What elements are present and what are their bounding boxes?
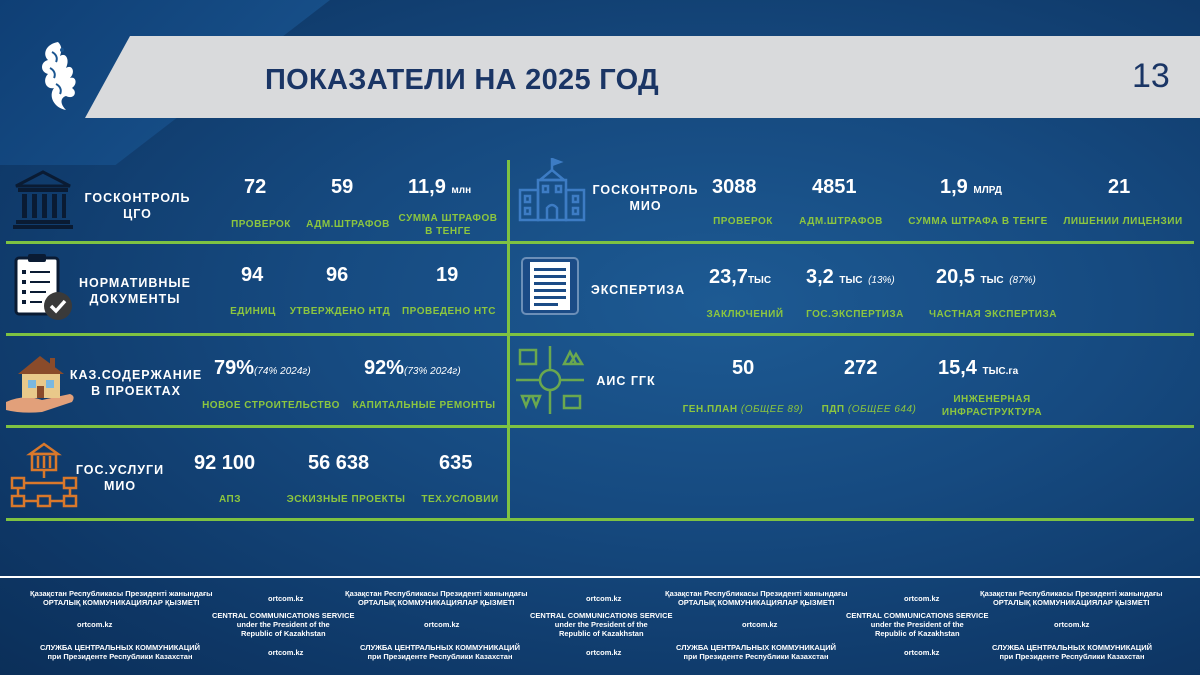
metric-note: (87%) <box>1009 275 1036 286</box>
footer-site: ortcom.kz <box>424 620 460 629</box>
section-label-gos-services: ГОС.УСЛУГИ МИО <box>75 463 165 493</box>
metric-value: 11,9 млн <box>408 176 472 198</box>
divider <box>6 241 1194 244</box>
footer-divider <box>0 576 1200 578</box>
footer-text: Қазақстан Республикасы Президенті жанындағы ОРТАЛЫҚ КОММУНИКАЦИЯЛАР ҚЫЗМЕТІ <box>30 589 213 607</box>
metric-value: 20,5 ТЫС (87%) <box>936 266 1036 288</box>
footer-site: ortcom.kz <box>742 620 778 629</box>
metric-value: 94 <box>241 264 264 286</box>
footer-text: CENTRAL COMMUNICATIONS SERVICE under the President of the Republic of Kazakhstan <box>530 611 673 638</box>
footer-text: Қазақстан Республикасы Президенті жанындағы ОРТАЛЫҚ КОММУНИКАЦИЯЛАР ҚЫЗМЕТІ <box>980 589 1163 607</box>
document-icon <box>518 254 582 318</box>
metric-caption: АДМ.ШТРАФОВ <box>799 216 883 227</box>
metric-unit: ТЫС <box>839 275 863 286</box>
caption-note: (ОБЩЕЕ 89) <box>740 404 804 415</box>
footer-text: СЛУЖБА ЦЕНТРАЛЬНЫХ КОММУНИКАЦИЙ при Президенте Республики Казахстан <box>992 643 1153 661</box>
footer-site: ortcom.kz <box>77 620 113 629</box>
metric-caption: АДМ.ШТРАФОВ <box>306 219 390 230</box>
metric-caption: СУММА ШТРАФА В ТЕНГЕ <box>908 216 1048 227</box>
metric-caption: ПРОВЕДЕНО НТС <box>401 306 497 317</box>
metric-unit: ТЫС <box>747 275 772 286</box>
metric-caption: ЭСКИЗНЫЕ ПРОЕКТЫ <box>286 494 406 505</box>
metric-caption: ЧАСТНАЯ ЭКСПЕРТИЗА <box>929 309 1057 320</box>
metric-value: 92 100 <box>194 452 256 474</box>
metric-caption: ТЕХ.УСЛОВИИ <box>421 494 499 505</box>
roundabout-map-icon <box>514 344 586 416</box>
metric-value: 21 <box>1108 176 1131 198</box>
metric-value: 4851 <box>812 176 857 198</box>
metric-unit: млн <box>451 185 472 196</box>
divider <box>507 160 510 520</box>
footer-site: ortcom.kz <box>904 594 940 603</box>
footer-text: Қазақстан Республикасы Президенті жанындағы ОРТАЛЫҚ КОММУНИКАЦИЯЛАР ҚЫЗМЕТІ <box>345 589 528 607</box>
metric-note: (13%) <box>868 275 895 286</box>
footer-site: ortcom.kz <box>1054 620 1090 629</box>
metric-value: 59 <box>331 176 354 198</box>
metric-caption: ПРОВЕРОК <box>713 216 773 227</box>
divider <box>6 333 1194 336</box>
metric-unit: МЛРД <box>973 185 1002 196</box>
section-label-ais-ggk: АИС ГГК <box>596 374 656 388</box>
metric-note: (73% 2024г) <box>404 366 461 377</box>
metric-caption: ПРОВЕРОК <box>231 219 291 230</box>
metric-caption: АПЗ <box>218 494 242 505</box>
divider <box>6 425 1194 428</box>
metric-value: 92%(73% 2024г) <box>364 357 461 379</box>
snow-leopard-logo-icon <box>32 38 84 118</box>
footer-text: СЛУЖБА ЦЕНТРАЛЬНЫХ КОММУНИКАЦИЙ при Президенте Республики Казахстан <box>360 643 521 661</box>
footer-site: ortcom.kz <box>268 648 304 657</box>
section-label-expertiza: ЭКСПЕРТИЗА <box>590 283 686 297</box>
metric-unit: ТЫС.га <box>982 366 1019 377</box>
metric-value: 1,9 МЛРД <box>940 176 1002 198</box>
metric-caption: ЛИШЕНИИ ЛИЦЕНЗИИ <box>1063 216 1183 227</box>
metric-caption: СУММА ШТРАФОВ В ТЕНГЕ <box>398 213 498 237</box>
footer-site: ortcom.kz <box>586 594 622 603</box>
metric-value: 56 638 <box>308 452 370 474</box>
metric-value: 79%(74% 2024г) <box>214 357 311 379</box>
metric-value: 96 <box>326 264 349 286</box>
metric-caption: ГОС.ЭКСПЕРТИЗА <box>806 309 904 320</box>
caption-note: (ОБЩЕЕ 644) <box>847 404 917 415</box>
metric-caption: КАПИТАЛЬНЫЕ РЕМОНТЫ <box>352 400 496 411</box>
footer-text: CENTRAL COMMUNICATIONS SERVICE under the President of the Republic of Kazakhstan <box>212 611 355 638</box>
section-label-normative-docs: НОРМАТИВНЫЕ ДОКУМЕНТЫ <box>79 276 191 306</box>
section-label-goscontrol-cgo: ГОСКОНТРОЛЬ ЦГО <box>84 191 191 221</box>
divider <box>6 518 1194 521</box>
metric-note: (74% 2024г) <box>254 366 311 377</box>
metric-value: 3,2 ТЫС (13%) <box>806 266 895 288</box>
metric-value: 19 <box>436 264 459 286</box>
footer-text: СЛУЖБА ЦЕНТРАЛЬНЫХ КОММУНИКАЦИЙ при Президенте Республики Казахстан <box>40 643 201 661</box>
metric-value: 272 <box>844 357 878 379</box>
section-label-goscontrol-mio: ГОСКОНТРОЛЬ МИО <box>592 183 699 213</box>
footer-text: СЛУЖБА ЦЕНТРАЛЬНЫХ КОММУНИКАЦИЙ при Президенте Республики Казахстан <box>676 643 837 661</box>
footer-text: CENTRAL COMMUNICATIONS SERVICE under the President of the Republic of Kazakhstan <box>846 611 989 638</box>
footer-site: ortcom.kz <box>904 648 940 657</box>
metric-unit: ТЫС <box>980 275 1004 286</box>
metric-value: 50 <box>732 357 755 379</box>
metric-value: 23,7ТЫС <box>709 266 772 288</box>
metric-value: 72 <box>244 176 267 198</box>
metric-caption: ГЕН.ПЛАН (ОБЩЕЕ 89) <box>682 404 804 415</box>
page-title: ПОКАЗАТЕЛИ НА 2025 ГОД <box>265 64 660 96</box>
page-number: 13 <box>1132 57 1170 95</box>
metric-caption: ЕДИНИЦ <box>230 306 276 317</box>
footer-site: ortcom.kz <box>268 594 304 603</box>
city-hall-icon <box>516 156 588 224</box>
metric-value: 15,4 ТЫС.га <box>938 357 1019 379</box>
metric-caption: ЗАКЛЮЧЕНИЙ <box>706 309 784 320</box>
footer-site: ortcom.kz <box>586 648 622 657</box>
metric-caption: УТВЕРЖДЕНО НТД <box>289 306 391 317</box>
section-label-kaz-content: КАЗ.СОДЕРЖАНИЕ В ПРОЕКТАХ <box>69 368 203 398</box>
footer-text: Қазақстан Республикасы Президенті жанындағы ОРТАЛЫҚ КОММУНИКАЦИЯЛАР ҚЫЗМЕТІ <box>665 589 848 607</box>
government-building-icon <box>10 168 76 230</box>
metric-value: 635 <box>439 452 473 474</box>
checklist-icon <box>12 252 76 324</box>
metric-caption: НОВОЕ СТРОИТЕЛЬСТВО <box>202 400 340 411</box>
metric-value: 3088 <box>712 176 757 198</box>
metric-caption: ПДП (ОБЩЕЕ 644) <box>821 404 917 415</box>
metric-caption: ИНЖЕНЕРНАЯ ИНФРАСТРУКТУРА <box>941 394 1043 418</box>
